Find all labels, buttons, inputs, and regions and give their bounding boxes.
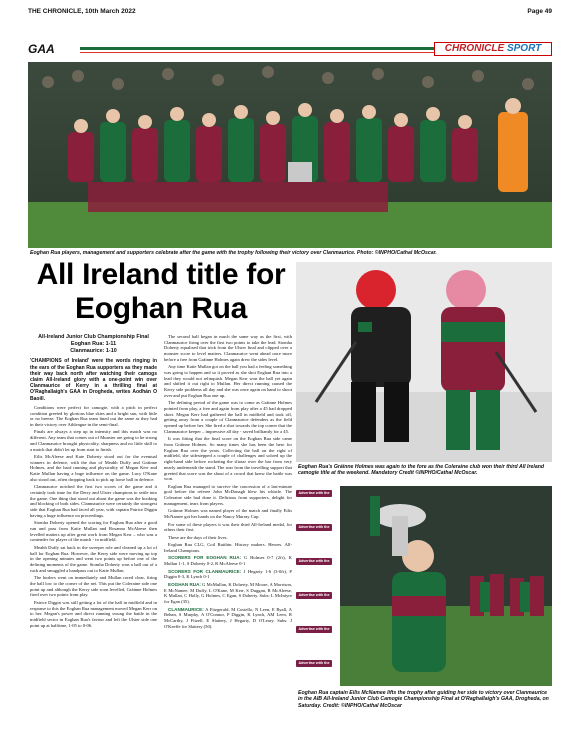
section-label: GAA — [28, 42, 55, 56]
article-column-1 — [30, 334, 157, 630]
paragraph: Siomha Doherty opened the scoring for Eoghan Rua after a good run and pass from Katie Mullan and Rosanna McAleese then levelled matters up after great work from Megan Kerr – who was a contender for player of the match - in midfield. — [30, 520, 157, 543]
paragraph: The defining period of the game was to come as Gráinne Holmes pointed from play, a free and again from play after a 45 had dropped short. Megan Kerr had gathered the ball in midfield and took off, getting away from a couple of Clanmaurice defenders as the field opened up before her. She fired a shot towards the top corner that the Clanmaurice keeper – impressive all day - saved brilliantly for a 45. — [164, 400, 292, 434]
paragraph: Conditions were perfect for camogie, with a pitch in perfect condition greeted by glorious blue skies and a bright sun, with little or no breeze. The Eoghan Rua team lined out the same as they had in their victory over Athleague in the semi-final. — [30, 404, 157, 427]
section-rule — [80, 47, 458, 50]
competition-title: All-Ireland Junior Club Championship Final — [38, 334, 149, 340]
score-team-1: Eoghan Rua: 1-11 — [70, 340, 117, 347]
paragraph: Eilis McAleese and Kate Doherty stood out for the eventual winners in defence, with the duo of Meabh Duffy and Gráinne Holmes, and the hard running and physicality of Megan Kerr and Katie Mullan having a huge influence on the game. Lucy O'Kane also stood out, often dropping back to pick up loose ball in defence. — [30, 454, 157, 482]
team-celebration-photo — [28, 62, 552, 248]
paragraph: Patrice Diggin was still getting a lot of the ball in midfield and in response to this the Eoghan Rua management moved Megan Kerr on to her. Megan's power and direct running swung the battle in the midfield sector in Eoghan Rua's favour and left the Ulster side one point up at halftime, 1-05 to 0-06. — [30, 599, 157, 628]
chronicle-sport-logo: CHRONICLE SPORT — [434, 42, 552, 56]
paragraph: For some of these players it was their third All-Ireland medal, for others their first. — [164, 521, 292, 533]
paragraph: Eoghan Rua managed to survive the concession of a last-minute goal before the referee John McDonagh blew his whistle. The Coleraine side had done it. Delirious from supporters, delight for management, tears from players. — [164, 483, 292, 506]
paragraph: The second half began in much the same way as the first, with Clanmaurice firing over the first two points to take the lead. Siomha Doherty equalised that trick from the Ulster final and clipped over a monster score to level matters. Clanmaurice went ahead once more before a free from Gráinne Holmes again drew the sides level. — [164, 334, 292, 362]
ad-banner[interactable]: Advertise with the Chronicle — [296, 524, 332, 531]
section-rule-accent — [80, 52, 458, 53]
team-eoghan-rua: EOGHAN RUA: G McMullan, K Doherty, M Moore, A Morrison, E McNamee, M Duffy, L O'Kane, M Kerr, S Duggan, R McAleese, K Mullan, C Holly, G Holmes, C Egan, S Doherty. Subs: L McIntyre for Egan (35). — [164, 581, 293, 604]
score-team-2: Clanmaurice: 1-10 — [70, 347, 117, 354]
paragraph: The hurlers went on immediately and Mullan raced clear, firing the ball low to the corner of the net. This put the Coleraine side one point up and although the Kerry side soon levelled, Gráinne Holmes fired over two points from play. — [30, 575, 157, 598]
top-photo-caption: Eoghan Rua players, management and supporters celebrate after the game with the trophy following their victory over Clanmaurice. Photo: ©INPHO/Cathal McOscar. — [30, 250, 437, 256]
paragraph: Finals are always a step up in intensity and this match was no different. Any team that comes out of Munster are going to be strong and Clanmaurice brought physicality, sharpness and no little skill to a match that didn't let up from start to finish. — [30, 429, 157, 452]
page-number: Page 49 — [527, 8, 552, 15]
ad-column — [296, 490, 336, 690]
paragraph: These are the days of their lives. — [168, 534, 228, 540]
article-lead: 'CHAMPIONS of Ireland' were the words ringing in the ears of the Eoghan Rua supporters as they made their way back north after watching their camogs claim All-Ireland glory with a one-point win over Clanmaurice of Kerry in a thrilling final at O'Raghallaigh's GAA in Drogheda, writes Aodhán O Baoill. — [30, 358, 157, 402]
section-band — [28, 42, 552, 56]
team-photo-image — [28, 62, 552, 248]
bottom-photo-caption: Eoghan Rua captain Eilis McNamee lifts the trophy after guiding her side to victory over Clanmaurice in the AIB All-Ireland Junior Club Camogie Championship Final at O'Raghallaigh's GAA, Drogheda, on Saturday. Credit: ©INPHO/Cathal McOscar — [298, 690, 549, 709]
paper-dateline: THE CHRONICLE, 10th March 2022 — [28, 8, 136, 15]
ad-banner[interactable]: Advertise with the Chronicle — [296, 490, 332, 497]
action-photo-image — [296, 262, 552, 462]
paragraph: Clanmaurice notched the first two scores of the game and it certainly took time for the Derry and Ulster champions to settle into the game. One thing that stood out about the game was the hooking and blocking of both sides. Clanmaurice were certainly the strongest side that Eoghan Rua had faced all year, with captain Patrice Diggin having a huge influence on proceedings. — [30, 484, 157, 518]
paragraph: Any time Katie Mullan got on the ball you had a feeling something was going to happen and so it proved as she shot Eoghan Rua into a lead they would not relinquish. Megan Kerr won the ball yet again and shifted it out right to Mullan. Her direct running caused the Kerry side problems all day and she was once again on hand to shoot over and put Eoghan Rua one up. — [164, 364, 292, 398]
paragraph: Gráinne Holmes was named player of the match and finally Eilis McNamee got her hands on the Nancy Murray Cup. — [164, 508, 292, 520]
trophy-lift-photo — [340, 486, 552, 686]
holmes-action-photo — [296, 262, 552, 462]
ad-banner[interactable]: Advertise with the Chronicle — [296, 660, 332, 667]
mid-photo-caption: Eoghan Rua's Gráinne Holmes was again to the fore as the Coleraine club won their third All Ireland camogie title at the weekend. Mandatory Credit ©INPHO/Cathal McOscar. — [298, 464, 545, 477]
paragraph: It was fitting that the final score on the Eoghan Rua side came from Gráinne Holmes. So many times she has been the hero for Eoghan Rua over the years. Collecting the ball on the right of midfield, she sidestepped a couple of challenges and soloed up the right-hand side before rocketing the sliotar over the bar from very nearly underneath the stand. The roar from the travelling support that greeted that score was the shout of a crowd that knew the battle was won. — [164, 436, 292, 482]
article-headline: All Ireland title for Eoghan Rua — [36, 258, 286, 325]
page-header — [28, 6, 552, 18]
scorers-clanmaurice: SCORERS FOR CLANMAURICE: J Hegarty 1-6 (3-0fr), P Diggin 0-3, K Lynch 0-1 — [164, 568, 292, 580]
paragraph: Eoghan Rua CLG, Coil Ruithin. History makers. Heroes. All-Ireland Champions. — [164, 542, 292, 553]
ad-banner[interactable]: Advertise with the Chronicle — [296, 558, 332, 565]
team-clanmaurice: CLANMAURICE: A Fitzgerald, M Costello, N Leen, E Ryall, A Behan, S Murphy, A O'Connor, P Diggin, K Lynch, AM Leen, R McCarthy, J Fitzell, E Slattery, J Hegarty, D O'Leary. Subs: J O'Keeffe for Slattery (50). — [164, 606, 292, 629]
ad-banner[interactable]: Advertise with the Chronicle — [296, 626, 332, 633]
article-column-2 — [164, 334, 292, 631]
scorers-eoghan-rua: SCORERS FOR EOGHAN RUA: G Holmes 0-7 (2fr), K Mullan 1-1, S Doherty 0-2, R McAleese 0-1 — [164, 555, 292, 567]
trophy-photo-image — [340, 486, 552, 686]
paragraph: Meabh Duffy sat back in the sweeper role and cleaned up a lot of ball for Eoghan Rua. However, the Kerry side were moving up top in the opening minutes and went two points up before one of the defining moments of the game. Siomha Doherty won a ball out of a ruck and smuggled a handpass out to Katie Mullan. — [30, 544, 157, 573]
ad-banner[interactable]: Advertise with the Chronicle — [296, 592, 332, 599]
